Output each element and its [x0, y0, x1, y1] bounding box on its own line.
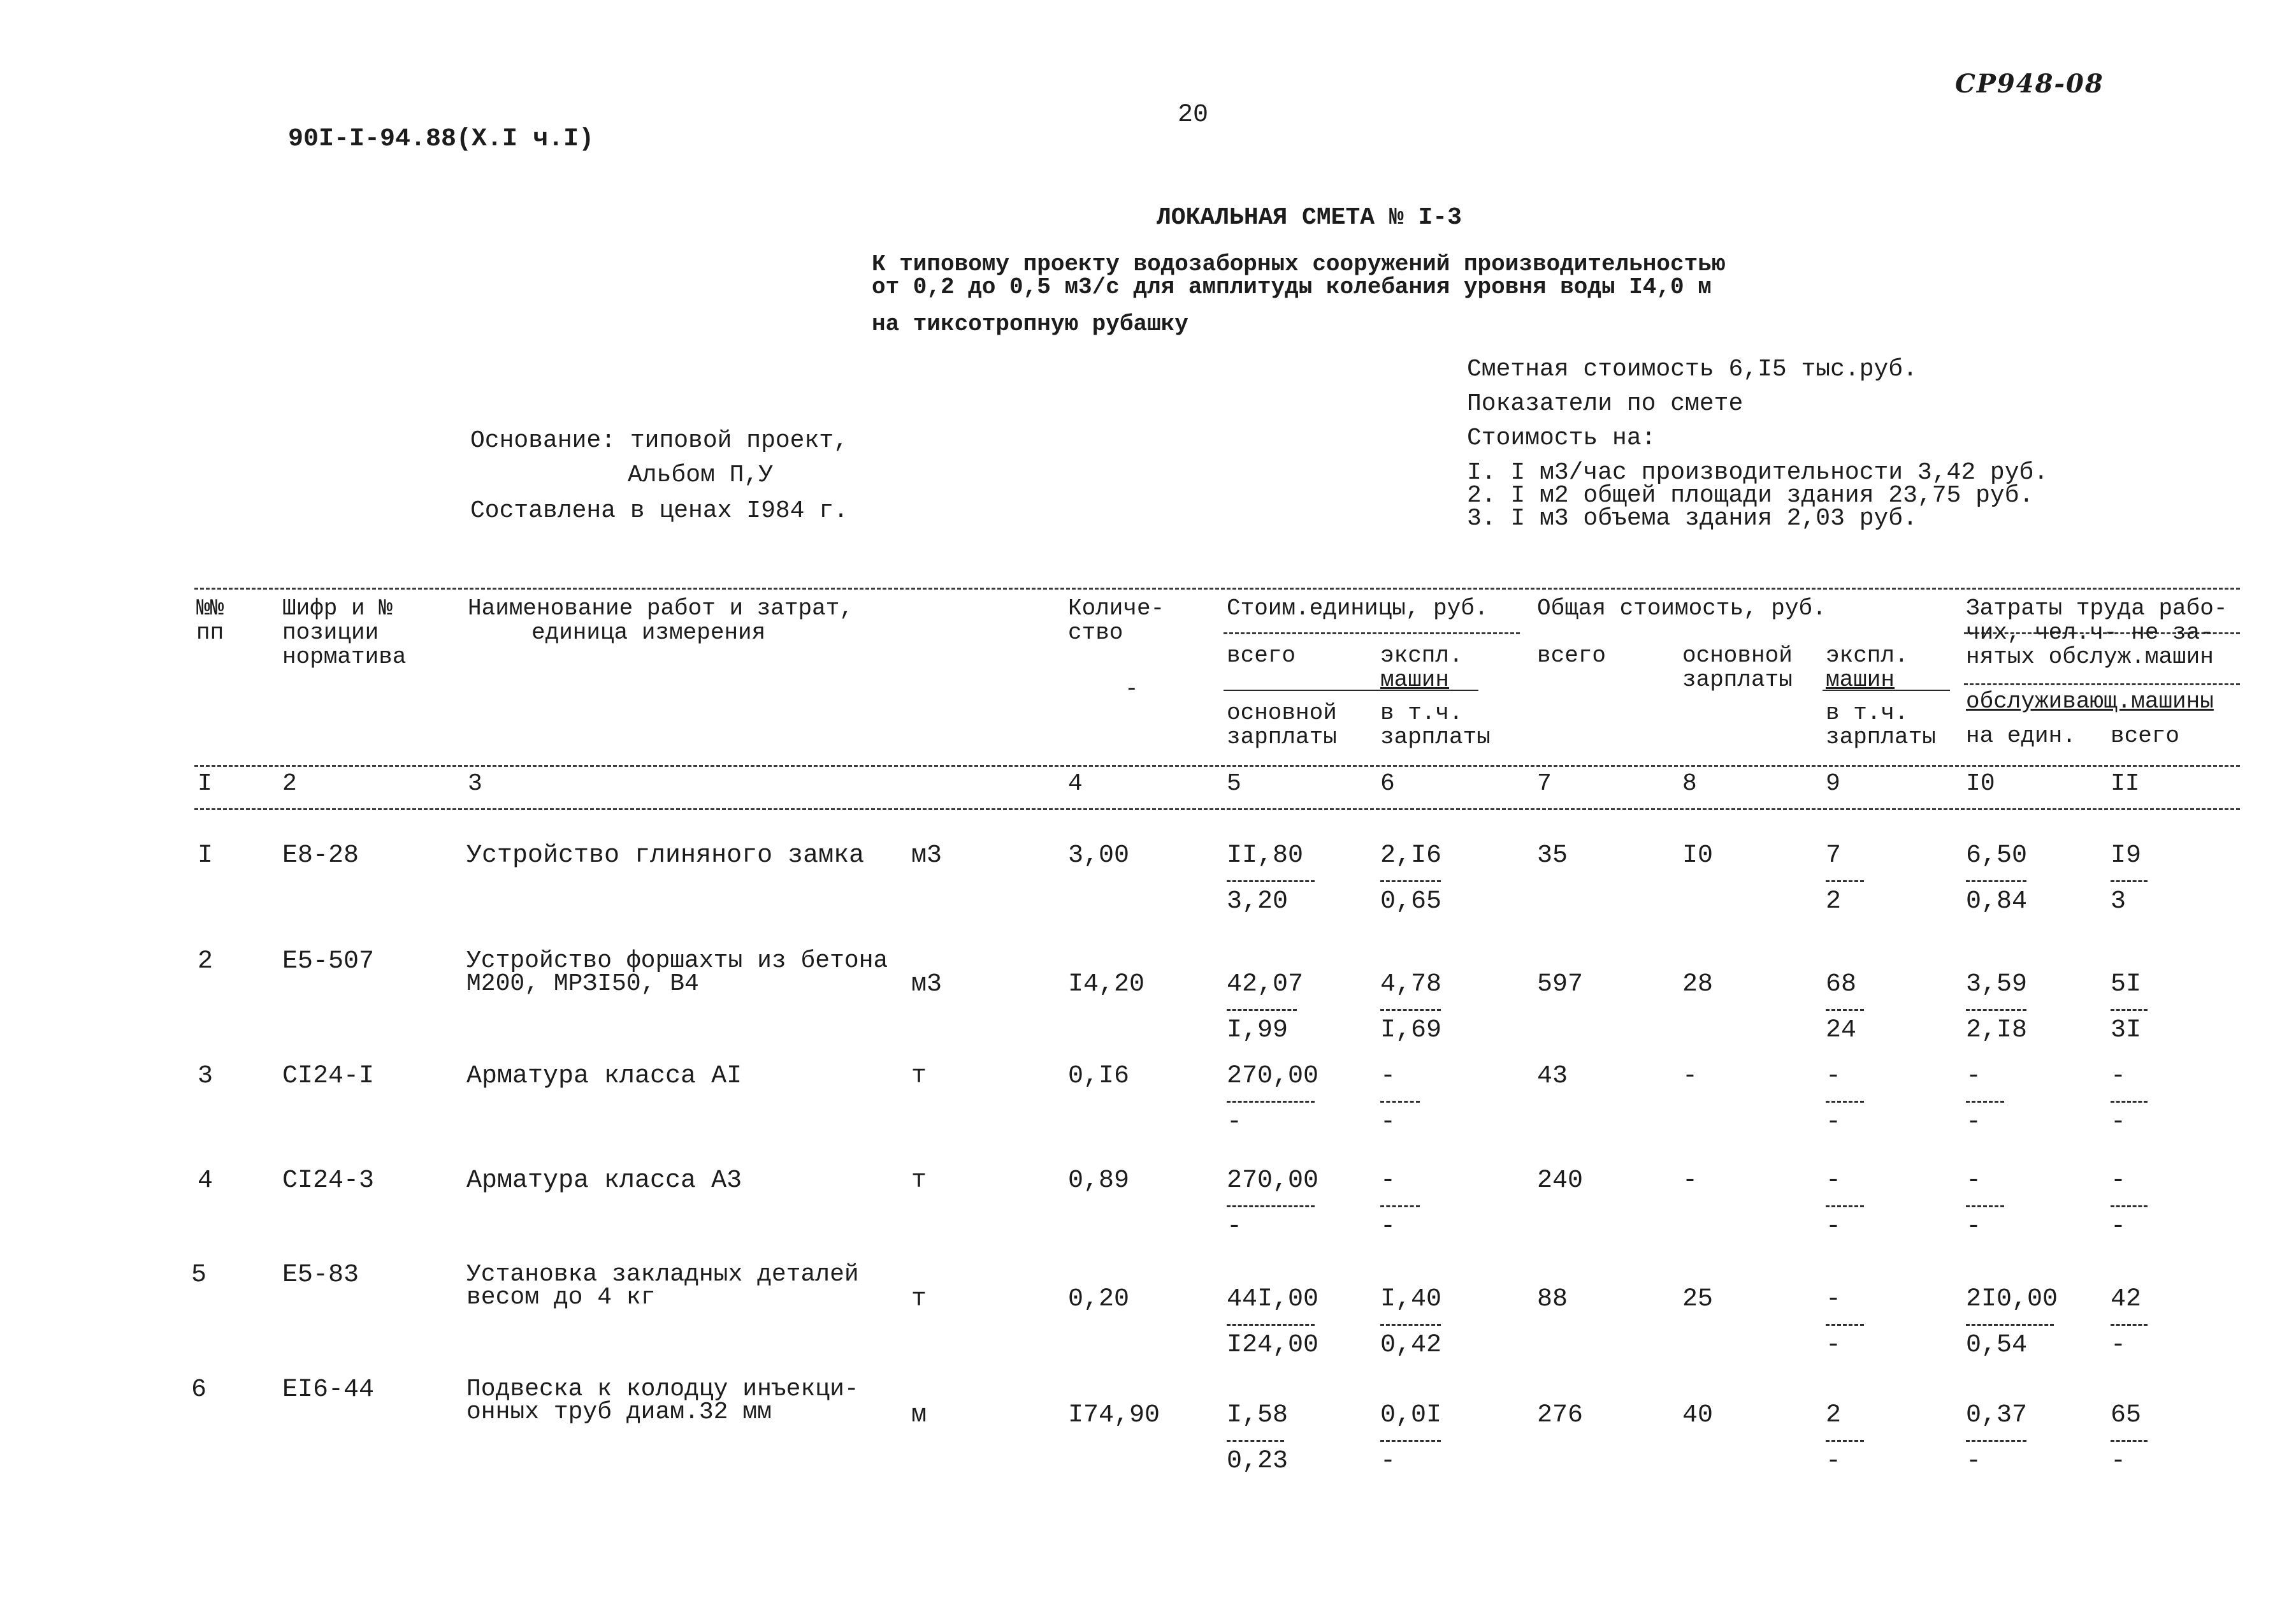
total-base-salary: I0: [1682, 841, 1714, 870]
fraction-bar: [2111, 1440, 2148, 1442]
unit-machines: -: [1380, 1062, 1396, 1091]
total-machines: -: [1826, 1285, 1842, 1314]
labor-per-unit-service: -: [1966, 1447, 1982, 1476]
labor-total-service: 3: [2111, 887, 2126, 916]
unit-base-salary: -: [1227, 1108, 1243, 1136]
unit: м: [911, 1401, 927, 1430]
labor-per-unit: 0,37: [1966, 1401, 2028, 1430]
total-machines: -: [1826, 1166, 1842, 1195]
unit-machines: 0,0I: [1380, 1401, 1442, 1430]
total-machines: 7: [1826, 841, 1842, 870]
unit-machines: 2,I6: [1380, 841, 1442, 870]
cost-item-3: 3. I м3 объема здания 2,03 руб.: [1467, 505, 1917, 532]
header-total-base-salary: основной зарплаты: [1682, 643, 1793, 693]
fraction-bar: [1826, 1440, 1864, 1442]
row-number: I: [198, 841, 213, 870]
work-name-cont: онных труб диам.32 мм: [466, 1398, 772, 1426]
labor-total: I9: [2111, 841, 2142, 870]
unit-total: 270,00: [1227, 1166, 1319, 1195]
row-number: 4: [198, 1166, 213, 1195]
total-machines: 68: [1826, 970, 1857, 999]
norm-code: СI24-I: [282, 1062, 375, 1091]
fraction-bar: [2111, 1324, 2148, 1326]
basis-line-1: Основание: типовой проект,: [470, 427, 848, 454]
fraction-bar: [1227, 1205, 1315, 1207]
indicators-label: Показатели по смете: [1467, 390, 1744, 417]
column-number: 3: [468, 770, 482, 797]
unit-cost-subrule: [1224, 632, 1520, 634]
labor-total-service: -: [2111, 1108, 2126, 1136]
title-line-3: на тиксотропную рубашку: [872, 311, 1188, 337]
fraction-bar: [1966, 1009, 2026, 1011]
unit: т: [911, 1166, 927, 1195]
title-line-1: К типовому проекту водозаборных сооружений производительностью: [872, 251, 1726, 277]
total-base-salary: -: [1682, 1166, 1698, 1195]
work-name-cont: весом до 4 кг: [466, 1284, 656, 1311]
fraction-bar: [2111, 880, 2148, 882]
column-number: 7: [1537, 770, 1552, 797]
header-quantity-dash: -: [1125, 676, 1139, 702]
labor-per-unit: 3,59: [1966, 970, 2028, 999]
work-name: Подвеска к колодцу инъекци-: [466, 1376, 859, 1403]
unit-machines: -: [1380, 1166, 1396, 1195]
unit-machines: 4,78: [1380, 970, 1442, 999]
column-number: I0: [1966, 770, 1995, 797]
header-labor-service: обслуживающ.машины: [1966, 688, 2214, 715]
unit: м3: [911, 841, 942, 870]
fraction-bar: [1966, 1324, 2054, 1326]
fraction-bar: [1826, 1324, 1864, 1326]
total-base-salary: -: [1682, 1062, 1698, 1091]
quantity: 0,I6: [1068, 1062, 1130, 1091]
unit-base-salary: I24,00: [1227, 1331, 1319, 1360]
header-unit-base-salary: основной зарплаты: [1227, 700, 1337, 750]
unit-machine-salary: -: [1380, 1447, 1396, 1476]
fraction-bar: [1826, 880, 1864, 882]
unit-machines: I,40: [1380, 1285, 1442, 1314]
unit: т: [911, 1062, 927, 1091]
total: 43: [1537, 1062, 1568, 1091]
work-name: Арматура класса А3: [466, 1166, 742, 1195]
unit-total: I,58: [1227, 1401, 1289, 1430]
labor-total: 65: [2111, 1401, 2142, 1430]
header-unit-machine-salary: в т.ч. зарплаты: [1380, 700, 1491, 750]
quantity: 0,20: [1068, 1285, 1130, 1314]
header-bottom-rule: [194, 765, 2240, 767]
total-machine-salary: -: [1826, 1331, 1842, 1360]
quantity: I74,90: [1068, 1401, 1160, 1430]
norm-code: Е5-83: [282, 1261, 359, 1289]
fraction-bar: [1380, 1009, 1441, 1011]
work-name-cont: М200, МРЗI50, В4: [466, 970, 699, 998]
estimate-title: ЛОКАЛЬНАЯ СМЕТА № I-3: [1157, 204, 1462, 231]
header-total-machines: экспл. машин: [1826, 643, 1909, 693]
fraction-bar: [1380, 1205, 1420, 1207]
total: 88: [1537, 1285, 1568, 1314]
fraction-bar: [2111, 1009, 2148, 1011]
column-numbers-rule: [194, 808, 2240, 810]
unit-total: 42,07: [1227, 970, 1304, 999]
unit-base-salary: 3,20: [1227, 887, 1289, 916]
quantity: 0,89: [1068, 1166, 1130, 1195]
estimated-cost: Сметная стоимость 6,I5 тыс.руб.: [1467, 356, 1917, 383]
quantity: 3,00: [1068, 841, 1130, 870]
unit-total: 44I,00: [1227, 1285, 1319, 1314]
work-name: Устройство глиняного замка: [466, 841, 865, 870]
labor-per-unit-service: -: [1966, 1108, 1982, 1136]
fraction-bar: [1227, 1440, 1284, 1442]
norm-code: Е5-507: [282, 947, 375, 976]
header-norm-code: Шифр и № позиции норматива: [282, 595, 407, 670]
cost-item-1: I. I м3/час производительности 3,42 руб.: [1467, 459, 2049, 486]
labor-total-service: -: [2111, 1331, 2126, 1360]
labor-total: -: [2111, 1166, 2126, 1195]
labor-total: -: [2111, 1062, 2126, 1091]
labor-per-unit-service: -: [1966, 1212, 1982, 1241]
header-labor-per-unit: на един.: [1966, 723, 2076, 749]
unit-machine-salary: I,69: [1380, 1016, 1442, 1045]
labor-total-service: -: [2111, 1212, 2126, 1241]
labor-total-service: -: [2111, 1447, 2126, 1476]
header-quantity: Количе- ство: [1068, 595, 1165, 646]
labor-per-unit-service: 0,54: [1966, 1331, 2028, 1360]
column-number: I: [198, 770, 212, 797]
unit-machine-salary: 0,65: [1380, 887, 1442, 916]
total: 240: [1537, 1166, 1584, 1195]
unit-machine-salary: 0,42: [1380, 1331, 1442, 1360]
basis-line-3: Составлена в ценах I984 г.: [470, 497, 848, 525]
header-total-cost: Общая стоимость, руб.: [1537, 595, 1826, 621]
header-unit-cost: Стоим.единицы, руб.: [1227, 595, 1489, 621]
labor-per-unit: 6,50: [1966, 841, 2028, 870]
work-name: Арматура класса АI: [466, 1062, 742, 1091]
labor-per-unit: -: [1966, 1062, 1982, 1091]
fraction-bar: [1826, 1101, 1864, 1103]
fraction-bar: [1826, 1009, 1864, 1011]
labor-per-unit: -: [1966, 1166, 1982, 1195]
norm-code: Е8-28: [282, 841, 359, 870]
fraction-bar: [1966, 880, 2026, 882]
labor-total: 5I: [2111, 970, 2142, 999]
labor-total-service: 3I: [2111, 1016, 2142, 1045]
fraction-bar: [1380, 1101, 1420, 1103]
cost-item-2: 2. I м2 общей площади здания 23,75 руб.: [1467, 482, 2034, 509]
total-machine-salary: 2: [1826, 887, 1842, 916]
norm-code: ЕI6-44: [282, 1376, 375, 1404]
quantity: I4,20: [1068, 970, 1145, 999]
fraction-bar: [1380, 880, 1441, 882]
page-number: 20: [1178, 101, 1209, 129]
total-machine-salary: -: [1826, 1212, 1842, 1241]
unit-machine-salary: -: [1380, 1212, 1396, 1241]
labor-per-unit: 2I0,00: [1966, 1285, 2058, 1314]
title-line-2: от 0,2 до 0,5 м3/с для амплитуды колебания уровня воды I4,0 м: [872, 274, 1712, 300]
row-number: 3: [198, 1062, 213, 1091]
row-number: 5: [191, 1261, 207, 1289]
unit-machine-salary: -: [1380, 1108, 1396, 1136]
labor-inner-rule: [1964, 683, 2240, 685]
unit-base-salary: 0,23: [1227, 1447, 1289, 1476]
total-base-salary: 28: [1682, 970, 1714, 999]
fraction-bar: [1966, 1205, 2004, 1207]
header-work-name: Наименование работ и затрат, единица измерения: [468, 595, 853, 646]
labor-per-unit-service: 2,I8: [1966, 1016, 2028, 1045]
fraction-bar: [2111, 1101, 2148, 1103]
total-machine-salary: -: [1826, 1108, 1842, 1136]
document-code: 90I-I-94.88(X.I ч.I): [288, 125, 595, 154]
total-machine-salary: 24: [1826, 1016, 1857, 1045]
work-name: Установка закладных деталей: [466, 1261, 859, 1288]
total: 597: [1537, 970, 1584, 999]
fraction-bar: [1966, 1440, 2026, 1442]
header-total-machine-salary: в т.ч. зарплаты: [1826, 700, 1936, 750]
column-number: 4: [1068, 770, 1083, 797]
header-total: всего: [1537, 643, 1606, 669]
total-machine-salary: -: [1826, 1447, 1842, 1476]
column-number: 9: [1826, 770, 1840, 797]
total-base-salary: 40: [1682, 1401, 1714, 1430]
cost-per-label: Стоимость на:: [1467, 425, 1656, 452]
work-name: Устройство форшахты из бетона: [466, 947, 888, 975]
unit: м3: [911, 970, 942, 999]
fraction-bar: [1380, 1324, 1441, 1326]
column-number: 2: [282, 770, 297, 797]
fraction-bar: [2111, 1205, 2148, 1207]
labor-per-unit-service: 0,84: [1966, 887, 2028, 916]
header-unit-machines: экспл. машин: [1380, 643, 1463, 693]
unit-total: II,80: [1227, 841, 1304, 870]
total: 276: [1537, 1401, 1584, 1430]
fraction-bar: [1227, 1324, 1315, 1326]
labor-total: 42: [2111, 1285, 2142, 1314]
total-machines: -: [1826, 1062, 1842, 1091]
total-base-salary: 25: [1682, 1285, 1714, 1314]
fraction-bar: [1826, 1205, 1864, 1207]
header-unit-total: всего: [1227, 643, 1296, 669]
fraction-bar: [1380, 1440, 1441, 1442]
header-labor-total: всего: [2111, 723, 2180, 749]
unit: т: [911, 1285, 927, 1314]
header-row-number: №№ пп: [196, 595, 224, 646]
fraction-bar: [1966, 1101, 2004, 1103]
total: 35: [1537, 841, 1568, 870]
basis-line-2: Альбом П,У: [628, 461, 774, 489]
fraction-bar: [1227, 880, 1315, 882]
total-machines: 2: [1826, 1401, 1842, 1430]
header-labor: Затраты труда рабо- чих, чел.ч- не за- нятых обслуж.машин: [1966, 595, 2228, 670]
table-top-rule: [194, 588, 2240, 590]
unit-total: 270,00: [1227, 1062, 1319, 1091]
column-number: II: [2111, 770, 2140, 797]
handwritten-stamp: СР948-08: [1955, 69, 2104, 99]
unit-base-salary: -: [1227, 1212, 1243, 1241]
row-number: 6: [191, 1376, 207, 1404]
norm-code: СI24-3: [282, 1166, 375, 1195]
column-number: 8: [1682, 770, 1697, 797]
row-number: 2: [198, 947, 213, 976]
fraction-bar: [1227, 1009, 1297, 1011]
unit-base-salary: I,99: [1227, 1016, 1289, 1045]
fraction-bar: [1227, 1101, 1315, 1103]
column-number: 5: [1227, 770, 1241, 797]
column-number: 6: [1380, 770, 1395, 797]
